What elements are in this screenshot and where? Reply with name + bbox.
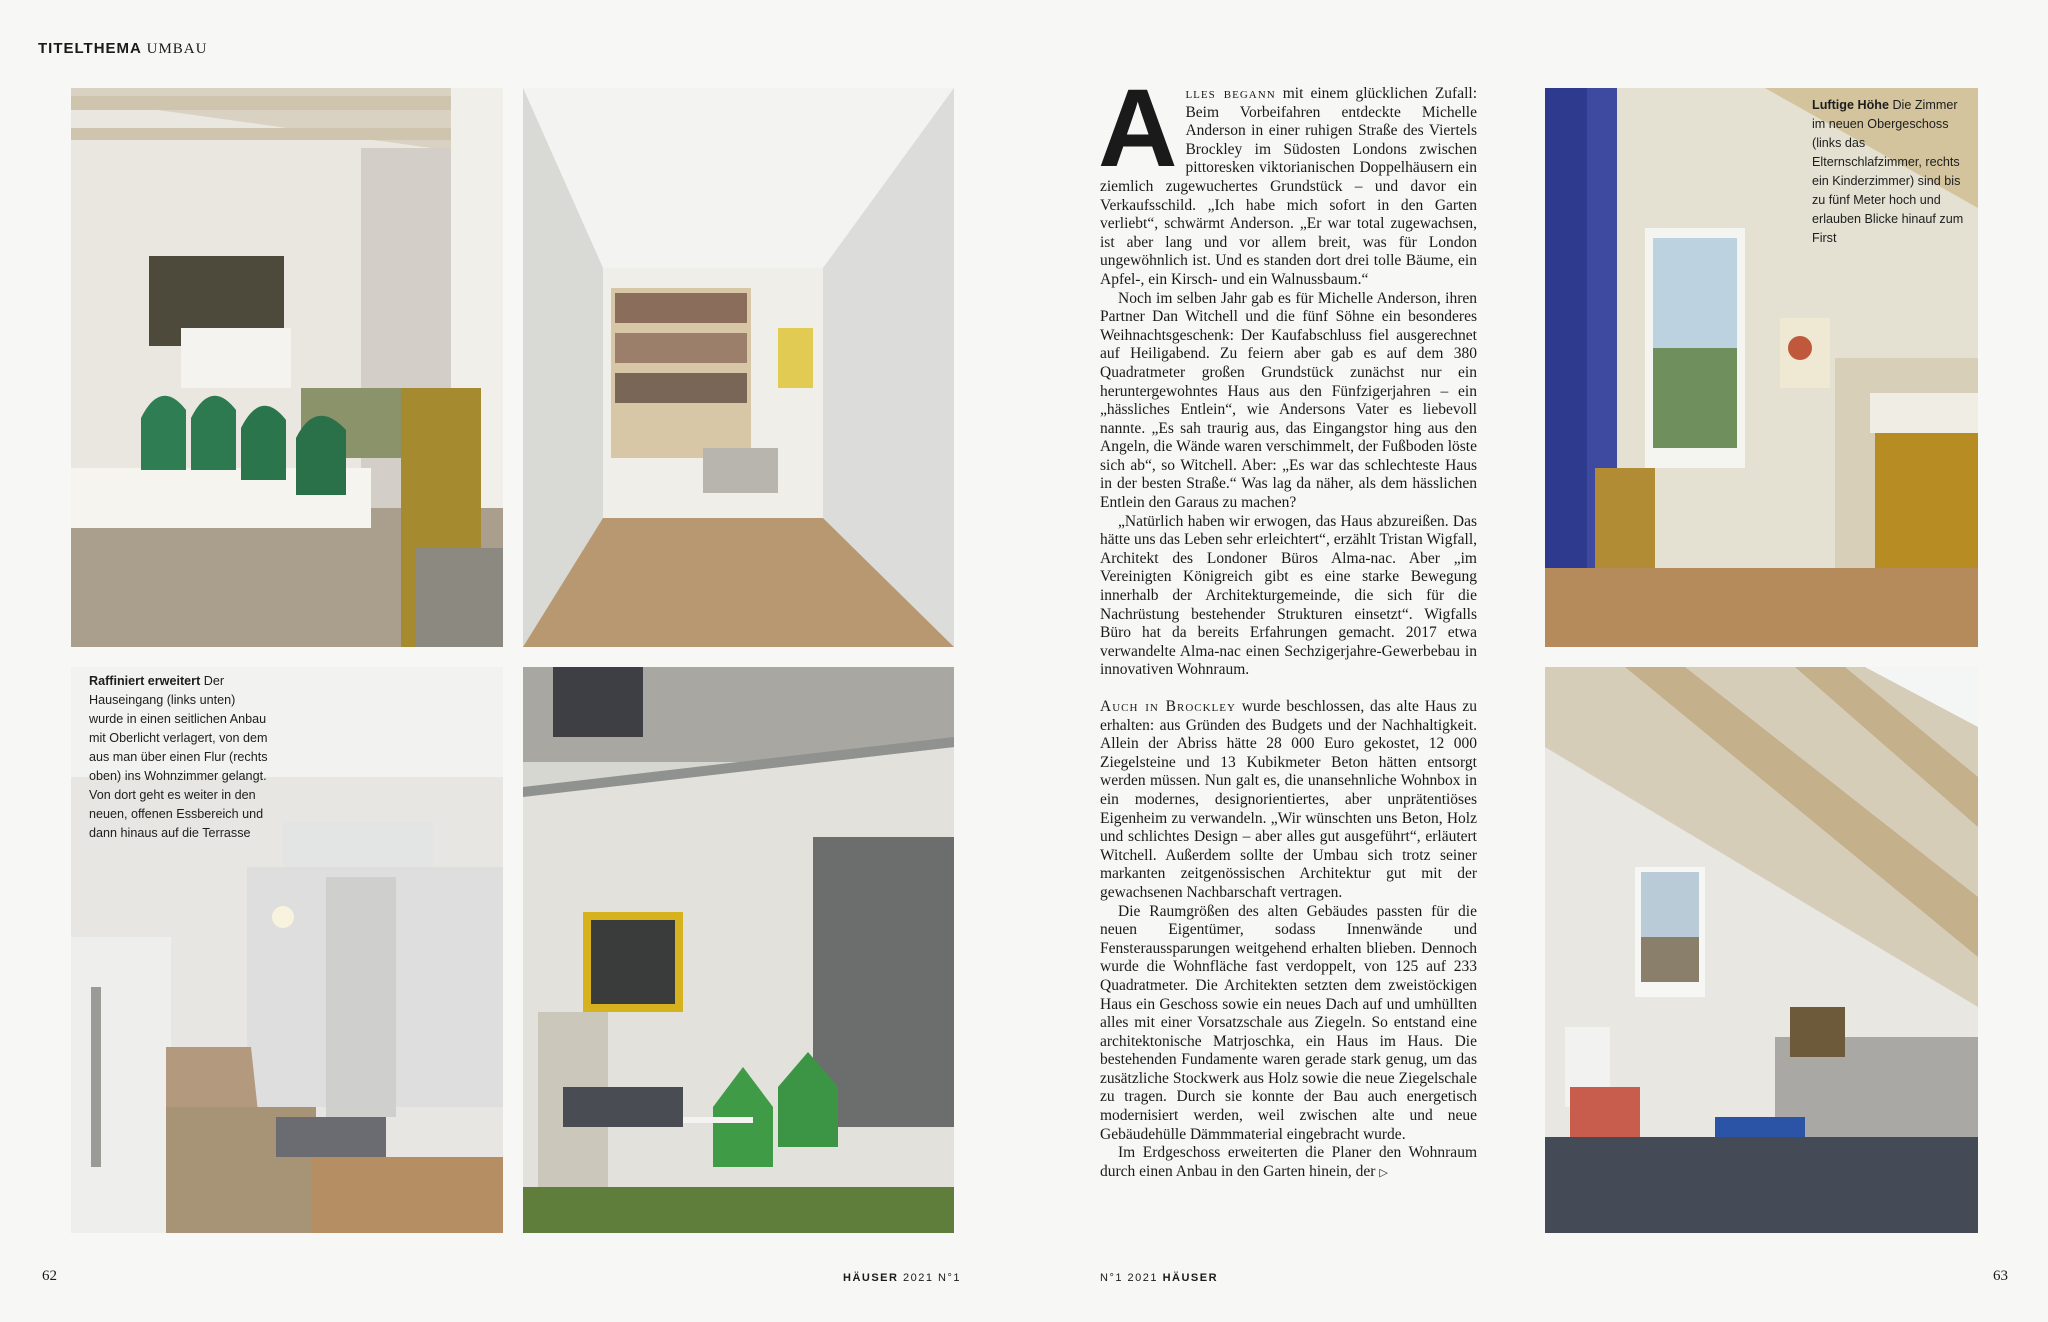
article-paragraph: Die Raumgrößen des alten Gebäudes passten für die neuen Eigentümer, sodass Innenwände und Fensteraussparungen weitgehend erhalten blieben. Dennoch wurde die Wohnfläche fast verdoppelt, von 125 auf 233 Quadratmeter. Die Architekten setzten dem zweistöckigen Haus ein Geschoss sowie ein neues Dach auf und umhüllten alles mit einer Vorsatzschale aus Ziegeln. So entstand eine architektonische Matrjoschka, ein Haus im Haus. Die bestehenden Fundamente waren gerade stark genug, um das zusätzliche Stockwerk aus Holz sowie die neue Ziegelschale zu tragen. Durch sie konnte der Bau auch energetisch modernisiert werden, weil zwischen alte und neue Gebäudehülle Dämmmaterial eingebracht wurde. xyxy=(1100,902,1477,1143)
caption-right xyxy=(1812,96,1972,248)
section-label xyxy=(38,40,207,58)
hallway-photo xyxy=(523,88,954,647)
section-lead-in: Auch in Brockley xyxy=(1100,698,1236,715)
drop-cap: A xyxy=(1098,67,1178,190)
article-paragraph: Noch im selben Jahr gab es für Michelle Anderson, ihren Partner Dan Witchell und die fünf Söhne ein besonderes Weihnachtsgeschenk: Der Kaufabschluss fiel ausgerechnet auf Heiligabend. Zu feiern aber gab es auf dem 380 Quadratmeter großen Grundstück zunächst nur ein heruntergewohntes Haus aus den Fünfzigerjahren – ein „hässliches Entlein“, wie Andersons Vater es liebevoll nannte. „Es sah traurig aus, das Eingangstor hing aus den Angeln, die Wände waren verschimmelt, der Fußboden löste sich ab“, so Witchell. Aber: „Es war das schlechteste Haus in der besten Straße.“ Was lag da näher, als dem hässlichen Entlein den Garaus zu machen? xyxy=(1100,289,1477,512)
section-label-bold: TITELTHEMA xyxy=(38,40,142,57)
caption-left xyxy=(89,672,271,843)
footer-magazine-left: HÄUSER 2021 N°1 xyxy=(843,1272,962,1284)
article-paragraph: A lles begann mit einem glücklichen Zufall: Beim Vorbeifahren entdeckte Michelle Anderson in einer ruhigen Straße des Viertels Brockley im Südosten Londons zwischen pittoresken viktorianischen Doppelhäusern ein ziemlich zugewuchertes Grundstück – und davor ein Verkaufsschild. „Ich habe mich sofort in den Garten verliebt“, schwärmt Anderson. „Er war total zugewachsen, ist aber lang und vor allem breit, was für London ungewöhnlich ist. Und es standen dort drei tolle Bäume, ein Apfel-, ein Kirsch- und ein Walnussbaum.“ xyxy=(1098,67,1478,288)
article-paragraph: Im Erdgeschoss erweiterten die Planer den Wohnraum durch einen Anbau in den Garten hinein, der ▷ xyxy=(1100,1144,1477,1180)
caption-left-text: Der Hauseingang (links unten) wurde in einen seitlichen Anbau mit Oberlicht verlagert, von dem aus man über einen Flur (rechts oben) ins Wohnzimmer gelangt. Von dort geht es weiter in den neuen, offenen Essbereich und dann hinaus auf die Terrasse xyxy=(89,674,268,840)
exterior-terrace-photo xyxy=(523,667,954,1233)
footer-magazine-right: N°1 2021 HÄUSER xyxy=(1100,1272,1219,1284)
caption-left-title: Raffiniert erweitert xyxy=(89,674,201,688)
dining-room-photo xyxy=(71,88,503,647)
lead-in: lles begann xyxy=(1185,85,1276,102)
kids-room-photo xyxy=(1545,667,1978,1233)
section-label-rest: UMBAU xyxy=(146,41,208,57)
page-number-right: 63 xyxy=(1993,1268,2008,1284)
continue-arrow-icon: ▷ xyxy=(1379,1165,1388,1179)
article-paragraph: Auch in Brockley wurde beschlossen, das alte Haus zu erhalten: aus Gründen des Budgets und der Nachhaltigkeit. Allein der Abriss hätte 28 000 Euro gekostet, 12 000 Ziegelsteine und 13 Kubikmeter Beton hätten entsorgt werden müssen. Nun galt es, die unansehnliche Wohnbox in ein modernes, designorientiertes, aber unprätentiöses Eigenheim zu verwandeln. „Wir wünschten uns Beton, Holz und schlichtes Design – aber alles gut ausgeführt“, erläutert Witchell. Außerdem sollte der Umbau sich trotz seiner markanten zeitgenössischen Architektur gut mit der gewachsenen Nachbarschaft vertragen. xyxy=(1100,698,1478,901)
caption-right-title: Luftige Höhe xyxy=(1812,98,1889,112)
article-paragraph: „Natürlich haben wir erwogen, das Haus abzureißen. Das hätte uns das Leben sehr erleichtert“, erzählt Tristan Wigfall, Architekt des Londoner Büros Alma-nac. Aber „im Vereinigten Königreich gibt es eine starke Bewegung innerhalb der Architekturgemeinde, die sich für die Nachrüstung bestehender Strukturen einsetzt“. Wigfalls Büro hat da bereits Erfahrungen gemacht. 2017 etwa verwandelte Alma-nac einen Sechzigerjahre-Gewerbebau in innovativen Wohnraum. xyxy=(1100,512,1477,679)
caption-right-text: Die Zimmer im neuen Obergeschoss (links das Elternschlafzimmer, rechts ein Kinderzimmer) sind bis zu fünf Meter hoch und erlauben Blicke hinauf zum First xyxy=(1812,98,1964,245)
page-number-left: 62 xyxy=(42,1268,57,1284)
article-body xyxy=(1098,67,1478,1182)
